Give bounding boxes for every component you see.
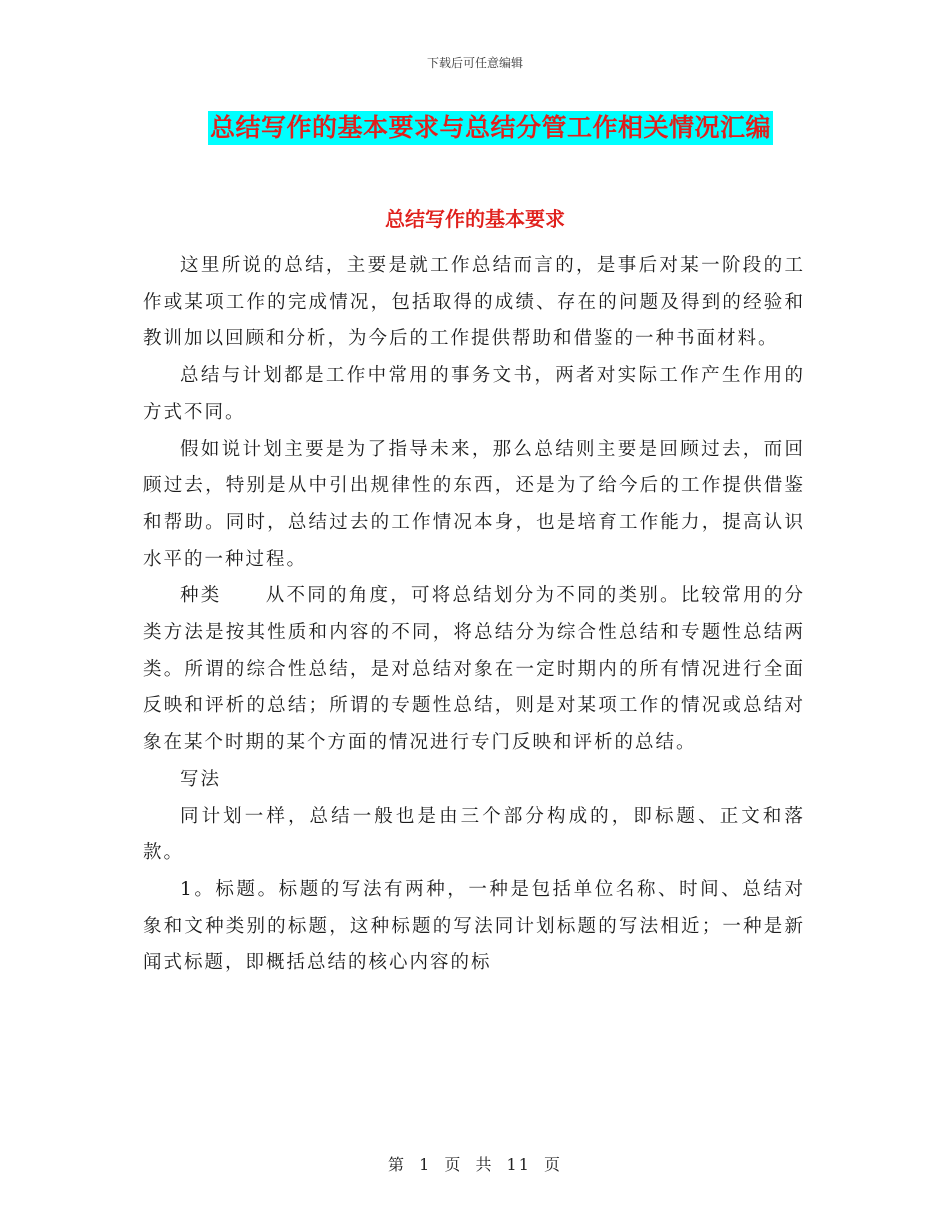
header-note: 下载后可任意编辑 xyxy=(426,56,523,70)
types-text: 从不同的角度，可将总结划分为不同的类别。比较常用的分类方法是按其性质和内容的不同，将总结分为综合性总结和专题性总结两类。所谓的综合性总结，是对总结对象在一定时期内的所有情况进行全面反映和评析的总结；所谓的专题性总结，则是对某项工作的情况或总结对象在某个时期的某个方面的情况进行专门反映和评析的总结。 xyxy=(143,585,805,754)
paragraph-writing-heading: 写法 xyxy=(180,768,222,790)
paragraph-types xyxy=(143,578,805,762)
paragraph-purpose: 假如说计划主要是为了指导未来，那么总结则主要是回顾过去，而回顾过去，特别是从中引出规律性的东西，还是为了给今后的工作提供借鉴和帮助。同时，总结过去的工作情况本身，也是培育工作能力，提高认识水平的一种过程。 xyxy=(143,438,805,570)
paragraph-structure: 同计划一样，总结一般也是由三个部分构成的，即标题、正文和落款。 xyxy=(143,805,805,864)
paragraph-comparison: 总结与计划都是工作中常用的事务文书，两者对实际工作产生作用的方式不同。 xyxy=(143,365,805,423)
types-label: 种类 xyxy=(180,585,222,607)
section-title: 总结写作的基本要求 xyxy=(385,207,565,231)
body-text xyxy=(143,248,805,982)
paragraph-title-rules: 1。标题。标题的写法有两种，一种是包括单位名称、时间、总结对象和文种类别的标题，这种标题的写法同计划标题的写法相近；一种是新闻式标题，即概括总结的核心内容的标 xyxy=(143,878,805,974)
paragraph-definition: 这里所说的总结，主要是就工作总结而言的，是事后对某一阶段的工作或某项工作的完成情况，包括取得的成绩、存在的问题及得到的经验和教训加以回顾和分析，为今后的工作提供帮助和借鉴的一种书面材料。 xyxy=(143,255,805,350)
page-number-footer: 第 1 页 共 11 页 xyxy=(388,1155,562,1174)
main-title: 总结写作的基本要求与总结分管工作相关情况汇编 xyxy=(208,111,773,145)
